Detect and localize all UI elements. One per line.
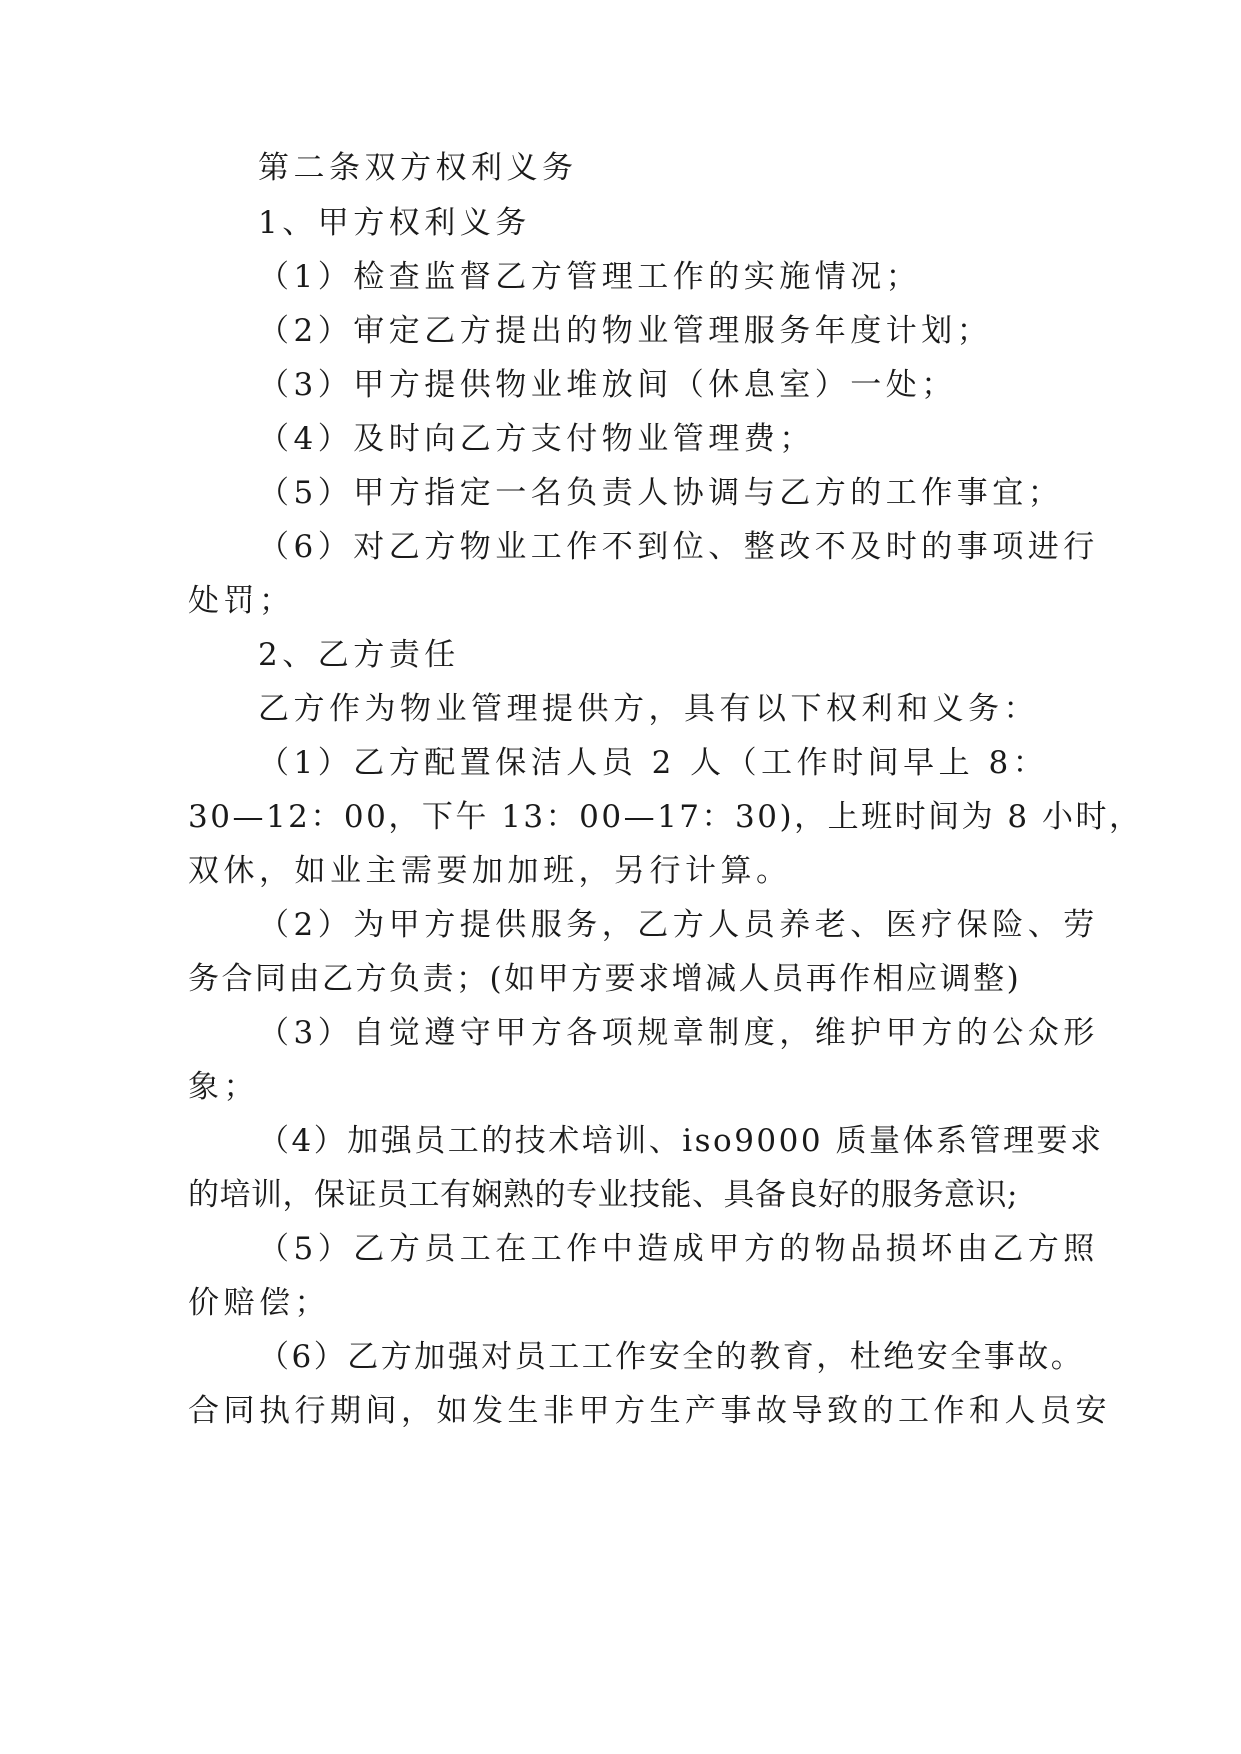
paragraph-line: （1）乙方配置保洁人员 2 人（工作时间早上 8： — [258, 745, 1049, 781]
paragraph-line: （4）加强员工的技术培训、iso9000 质量体系管理要求 — [258, 1123, 1104, 1159]
paragraph-line: （2）为甲方提供服务，乙方人员养老、医疗保险、劳 — [258, 907, 1099, 943]
paragraph-line: 合同执行期间，如发生非甲方生产事故导致的工作和人员安 — [188, 1393, 1111, 1429]
paragraph-line: （5）甲方指定一名负责人协调与乙方的工作事宜； — [258, 475, 1064, 511]
paragraph-line: （2）审定乙方提出的物业管理服务年度计划； — [258, 313, 993, 349]
paragraph-line: （1）检查监督乙方管理工作的实施情况； — [258, 259, 922, 295]
paragraph-line: 30—12：00，下午 13：00—17：30)，上班时间为 8 小时， — [188, 799, 1143, 835]
paragraph-line: 的培训，保证员工有娴熟的专业技能、具备良好的服务意识; — [188, 1177, 1018, 1213]
subsection-heading-party-a: 1、甲方权利义务 — [258, 205, 531, 241]
paragraph-line: （3）自觉遵守甲方各项规章制度，维护甲方的公众形 — [258, 1015, 1099, 1051]
paragraph-line: 务合同由乙方负责；(如甲方要求增减人员再作相应调整) — [188, 961, 1022, 997]
paragraph-line: （6）乙方加强对员工工作安全的教育，杜绝安全事故。 — [258, 1339, 1085, 1375]
paragraph-line: 象； — [188, 1069, 259, 1105]
paragraph-line: 乙方作为物业管理提供方，具有以下权利和义务： — [258, 691, 1039, 727]
paragraph-line: （4）及时向乙方支付物业管理费； — [258, 421, 815, 457]
paragraph-line: （6）对乙方物业工作不到位、整改不及时的事项进行 — [258, 529, 1099, 565]
subsection-heading-party-b: 2、乙方责任 — [258, 637, 460, 673]
paragraph-line: （3）甲方提供物业堆放间（休息室）一处； — [258, 367, 957, 403]
section-heading: 第二条双方权利义务 — [258, 150, 578, 186]
paragraph-line: 价赔偿； — [188, 1285, 330, 1321]
paragraph-line: （5）乙方员工在工作中造成甲方的物品损坏由乙方照 — [258, 1231, 1099, 1267]
paragraph-line: 处罚； — [188, 583, 295, 619]
paragraph-line: 双休，如业主需要加加班，另行计算。 — [188, 853, 792, 889]
